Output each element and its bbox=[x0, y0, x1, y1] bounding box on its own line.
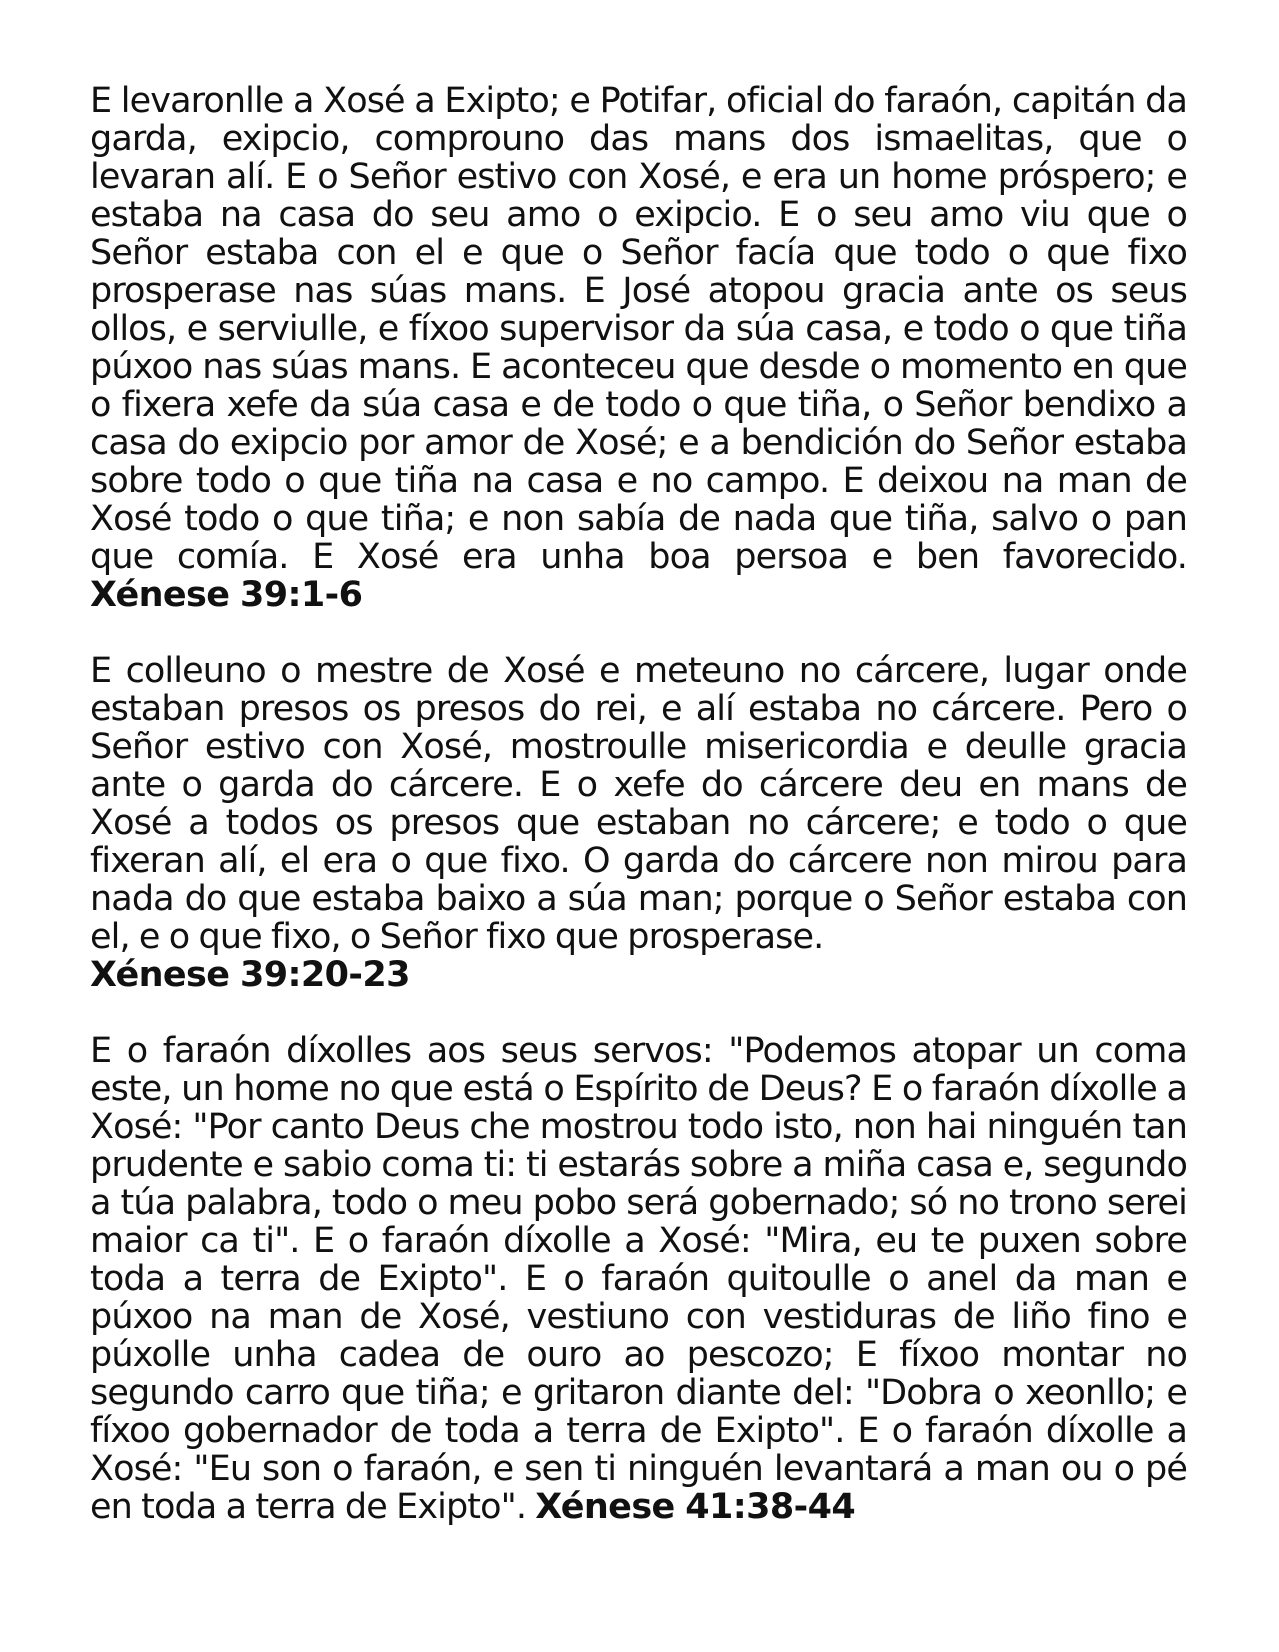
passage-text: E o faraón díxolles aos seus servos: "Podemos atopar un coma este, un home no que está o Espírito de Deus? E o faraón díxolle a Xosé: "Por canto Deus che mostrou todo isto, non hai ninguén tan prudente e sabio coma ti: ti estarás sobre a miña casa e, segundo a túa palabra, todo o meu pobo será gobernado; só no trono serei maior ca ti". E o faraón díxolle a Xosé: "Mira, eu te puxen sobre toda a terra de Exipto". E o faraón quitoulle o anel da man e púxoo na man de Xosé, vestiuno con vestiduras de liño fino e púxolle unha cadea de ouro ao pescozo; E fíxoo montar no segundo carro que tiña; e gritaron diante del: "Dobra o xeonllo; e fíxoo gobernador de toda a terra de Exipto". E o faraón díxolle a Xosé: "Eu son o faraón, e sen ti ninguén levantará a man ou o pé en toda a terra de Exipto". bbox=[90, 1031, 1187, 1527]
passage-genesis-41-38-44 bbox=[90, 1032, 1187, 1526]
passage-text: E colleuno o mestre de Xosé e meteuno no cárcere, lugar onde estaban presos os presos do rei, e alí estaba no cárcere. Pero o Señor estivo con Xosé, mostroulle misericordia e deulle gracia ante o garda do cárcere. E o xefe do cárcere deu en mans de Xosé a todos os presos que estaban no cárcere; e todo o que fixeran alí, el era o que fixo. O garda do cárcere non mirou para nada do que estaba baixo a súa man; porque o Señor estaba con el, e o que fixo, o Señor fixo que prosperase. bbox=[90, 651, 1187, 957]
scripture-reference: Xénese 39:20-23 bbox=[90, 955, 410, 995]
passage-genesis-39-20-23 bbox=[90, 652, 1187, 994]
passage-text: E levaronlle a Xosé a Exipto; e Potifar, oficial do faraón, capitán da garda, exipcio, comprouno das mans dos ismaelitas, que o levaran alí. E o Señor estivo con Xosé, e era un home próspero; e estaba na casa do seu amo o exipcio. E o seu amo viu que o Señor estaba con el e que o Señor facía que todo o que fixo prosperase nas súas mans. E José atopou gracia ante os seus ollos, e serviulle, e fíxoo supervisor da súa casa, e todo o que tiña púxoo nas súas mans. E aconteceu que desde o momento en que o fixera xefe da súa casa e de todo o que tiña, o Señor bendixo a casa do exipcio por amor de Xosé; e a bendición do Señor estaba sobre todo o que tiña na casa e no campo. E deixou na man de Xosé todo o que tiña; e non sabía de nada que tiña, salvo o pan que comía. E Xosé era unha boa persoa e ben favorecido. bbox=[90, 81, 1187, 577]
passage-genesis-39-1-6 bbox=[90, 82, 1187, 614]
document-page bbox=[90, 82, 1187, 1564]
scripture-reference: Xénese 39:1-6 bbox=[90, 575, 363, 615]
scripture-reference: Xénese 41:38-44 bbox=[535, 1487, 856, 1527]
